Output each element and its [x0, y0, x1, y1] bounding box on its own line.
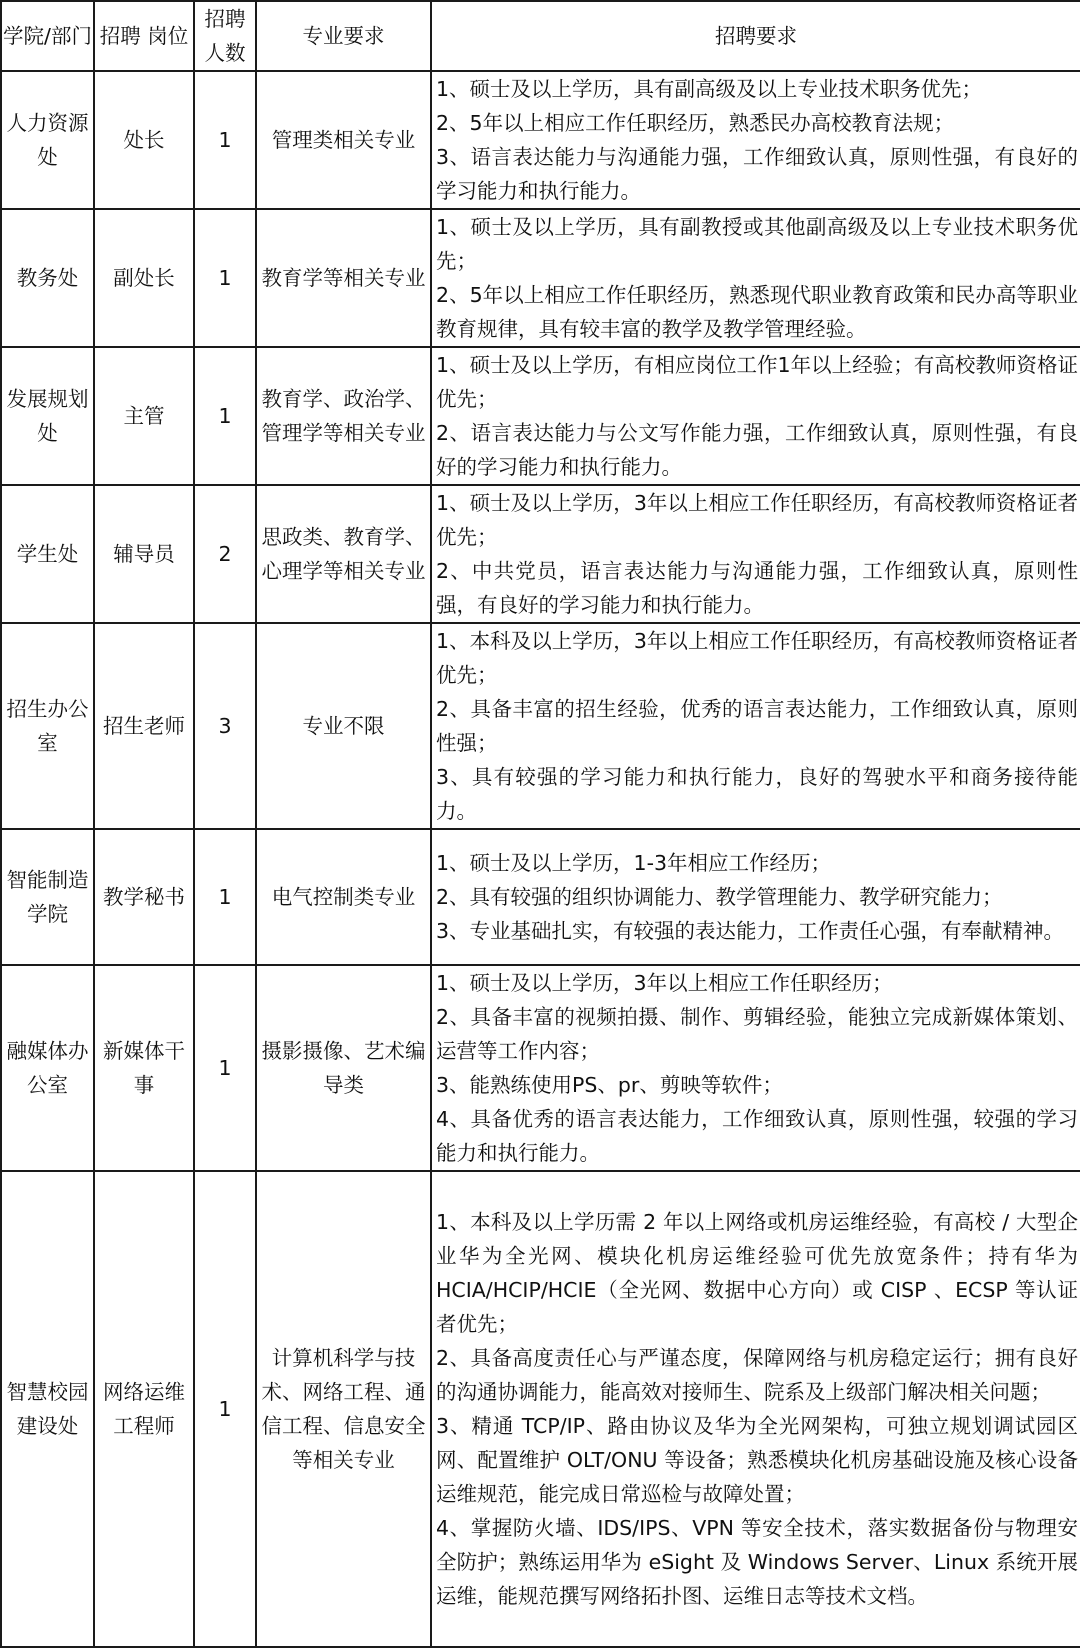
requirement-item: 1、硕士及以上学历，3年以上相应工作任职经历，有高校教师资格证者优先；	[436, 491, 1078, 549]
cell-headcount: 1	[194, 965, 256, 1171]
table-row	[1, 209, 1080, 347]
cell-position: 招生老师	[94, 623, 194, 829]
header-headcount: 招聘人数	[194, 1, 256, 71]
header-position: 招聘 岗位	[94, 1, 194, 71]
requirement-item: 3、能熟练使用PS、pr、剪映等软件；	[436, 1073, 783, 1097]
cell-headcount: 3	[194, 623, 256, 829]
table-row	[1, 485, 1080, 623]
requirement-item: 2、5年以上相应工作任职经历，熟悉现代职业教育政策和民办高等职业教育规律，具有较丰富的教学及教学管理经验。	[436, 283, 1078, 341]
cell-requirements	[431, 1171, 1080, 1647]
cell-requirements	[431, 829, 1080, 965]
requirement-item: 3、精通 TCP/IP、路由协议及华为全光网架构，可独立规划调试园区网、配置维护 OLT/ONU 等设备；熟悉模块化机房基础设施及核心设备运维规范，能完成日常巡检与故障处置；	[436, 1414, 1078, 1506]
requirement-item: 2、具备高度责任心与严谨态度，保障网络与机房稳定运行；拥有良好的沟通协调能力，能高效对接师生、院系及上级部门解决相关问题；	[436, 1346, 1078, 1404]
cell-major: 摄影摄像、艺术编导类	[256, 965, 431, 1171]
cell-headcount: 1	[194, 209, 256, 347]
requirement-item: 3、专业基础扎实，有较强的表达能力，工作责任心强，有奉献精神。	[436, 919, 1065, 943]
cell-requirements	[431, 623, 1080, 829]
requirement-item: 2、语言表达能力与公文写作能力强，工作细致认真，原则性强，有良好的学习能力和执行能力。	[436, 421, 1078, 479]
requirement-item: 1、硕士及以上学历，具有副高级及以上专业技术职务优先；	[436, 77, 983, 101]
requirement-item: 2、5年以上相应工作任职经历，熟悉民办高校教育法规；	[436, 111, 955, 135]
table-row	[1, 347, 1080, 485]
cell-position: 教学秘书	[94, 829, 194, 965]
requirement-item: 3、语言表达能力与沟通能力强，工作细致认真，原则性强，有良好的学习能力和执行能力。	[436, 145, 1078, 203]
cell-headcount: 1	[194, 347, 256, 485]
requirement-item: 2、具有较强的组织协调能力、教学管理能力、教学研究能力；	[436, 885, 1003, 909]
cell-requirements	[431, 71, 1080, 209]
cell-department: 发展规划处	[1, 347, 94, 485]
cell-position: 副处长	[94, 209, 194, 347]
cell-department: 智慧校园建设处	[1, 1171, 94, 1647]
header-row	[1, 1, 1080, 71]
cell-position: 网络运维工程师	[94, 1171, 194, 1647]
cell-major: 管理类相关专业	[256, 71, 431, 209]
cell-position: 主管	[94, 347, 194, 485]
cell-headcount: 1	[194, 829, 256, 965]
table-row	[1, 965, 1080, 1171]
cell-position: 辅导员	[94, 485, 194, 623]
cell-major: 教育学等相关专业	[256, 209, 431, 347]
header-requirements: 招聘要求	[431, 1, 1080, 71]
requirement-item: 2、中共党员，语言表达能力与沟通能力强，工作细致认真，原则性强，有良好的学习能力和执行能力。	[436, 559, 1078, 617]
table-row	[1, 71, 1080, 209]
table-row	[1, 829, 1080, 965]
cell-requirements	[431, 209, 1080, 347]
requirement-item: 1、硕士及以上学历，有相应岗位工作1年以上经验；有高校教师资格证优先；	[436, 353, 1078, 411]
cell-department: 教务处	[1, 209, 94, 347]
cell-headcount: 1	[194, 71, 256, 209]
requirement-item: 1、硕士及以上学历，具有副教授或其他副高级及以上专业技术职务优先；	[436, 215, 1078, 273]
requirement-item: 4、具备优秀的语言表达能力，工作细致认真，原则性强，较强的学习能力和执行能力。	[436, 1107, 1078, 1165]
cell-requirements	[431, 965, 1080, 1171]
header-department: 学院/部门	[1, 1, 94, 71]
requirement-item: 1、硕士及以上学历，1-3年相应工作经历；	[436, 851, 832, 875]
cell-department: 学生处	[1, 485, 94, 623]
cell-department: 招生办公室	[1, 623, 94, 829]
cell-headcount: 2	[194, 485, 256, 623]
cell-position: 处长	[94, 71, 194, 209]
requirement-item: 1、本科及以上学历，3年以上相应工作任职经历，有高校教师资格证者优先；	[436, 629, 1078, 687]
cell-department: 融媒体办公室	[1, 965, 94, 1171]
cell-major: 电气控制类专业	[256, 829, 431, 965]
header-major: 专业要求	[256, 1, 431, 71]
cell-major: 专业不限	[256, 623, 431, 829]
cell-department: 人力资源处	[1, 71, 94, 209]
cell-major: 计算机科学与技术、网络工程、通信工程、信息安全等相关专业	[256, 1171, 431, 1647]
cell-requirements	[431, 485, 1080, 623]
cell-major: 思政类、教育学、心理学等相关专业	[256, 485, 431, 623]
requirement-item: 4、掌握防火墙、IDS/IPS、VPN 等安全技术，落实数据备份与物理安全防护；熟练运用华为 eSight 及 Windows Server、Linux 系统开展运维，能规范撰写网络拓扑图、运维日志等技术文档。	[436, 1516, 1078, 1608]
cell-requirements	[431, 347, 1080, 485]
cell-department: 智能制造学院	[1, 829, 94, 965]
requirement-item: 3、具有较强的学习能力和执行能力，良好的驾驶水平和商务接待能力。	[436, 765, 1078, 823]
requirement-item: 1、本科及以上学历需 2 年以上网络或机房运维经验，有高校 / 大型企业华为全光网、模块化机房运维经验可优先放宽条件；持有华为 HCIA/HCIP/HCIE（全光网、数据中心方向）或 CISP 、ECSP 等认证者优先；	[436, 1210, 1078, 1336]
cell-major: 教育学、政治学、管理学等相关专业	[256, 347, 431, 485]
requirement-item: 2、具备丰富的视频拍摄、制作、剪辑经验，能独立完成新媒体策划、运营等工作内容；	[436, 1005, 1078, 1063]
table-row	[1, 1171, 1080, 1647]
requirement-item: 2、具备丰富的招生经验，优秀的语言表达能力，工作细致认真，原则性强；	[436, 697, 1078, 755]
table-row	[1, 623, 1080, 829]
cell-position: 新媒体干事	[94, 965, 194, 1171]
requirement-item: 1、硕士及以上学历，3年以上相应工作任职经历；	[436, 971, 893, 995]
cell-headcount: 1	[194, 1171, 256, 1647]
